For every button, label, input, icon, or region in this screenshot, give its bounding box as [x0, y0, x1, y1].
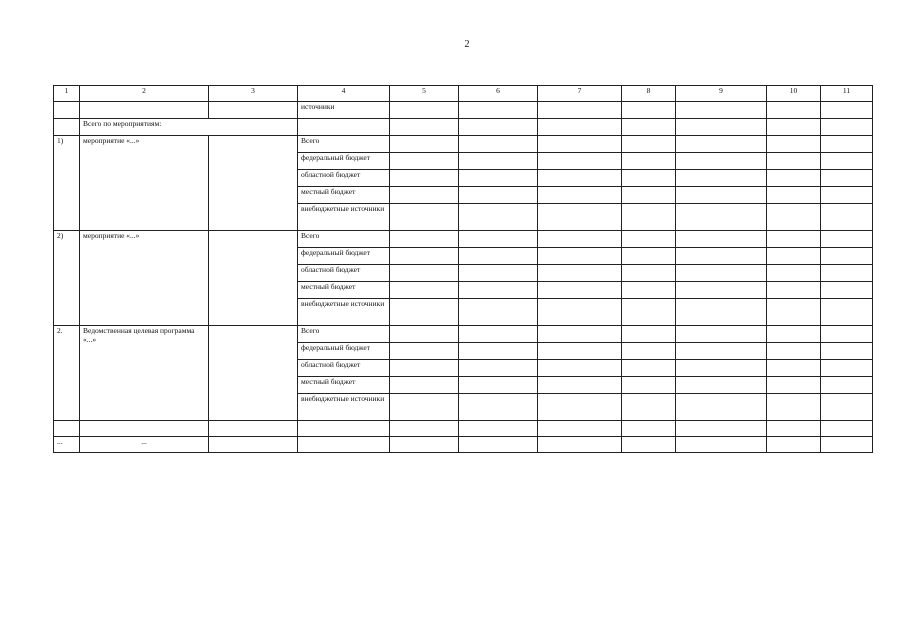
table-cell: [767, 119, 821, 136]
column-header: 11: [821, 86, 873, 102]
table-row: [54, 102, 873, 119]
source-cell: областной бюджет: [298, 170, 390, 187]
source-cell: Всего: [298, 326, 390, 343]
source-cell: областной бюджет: [298, 360, 390, 377]
ellipsis-cell: ...: [80, 437, 209, 453]
column-header: 3: [209, 86, 298, 102]
source-cell: областной бюджет: [298, 265, 390, 282]
total-label: Всего по мероприятиям:: [80, 119, 298, 136]
table-cell: [390, 102, 459, 119]
table-cell: [459, 119, 538, 136]
source-cell: федеральный бюджет: [298, 248, 390, 265]
source-cell: местный бюджет: [298, 282, 390, 299]
table-cell: [80, 102, 209, 119]
total-row: [54, 119, 873, 136]
source-cell: местный бюджет: [298, 377, 390, 394]
source-cell: федеральный бюджет: [298, 153, 390, 170]
measure-name: мероприятие «...»: [80, 231, 209, 326]
row-number: 2.: [54, 326, 80, 421]
table-cell: [821, 102, 873, 119]
source-cell: источники: [298, 102, 390, 119]
column-header: 2: [80, 86, 209, 102]
column-header: 7: [538, 86, 622, 102]
table-cell: [209, 231, 298, 326]
table-cell: [676, 119, 767, 136]
column-header: 6: [459, 86, 538, 102]
source-cell: Всего: [298, 136, 390, 153]
ellipsis-cell: ...: [54, 437, 80, 453]
table-cell: [622, 119, 676, 136]
table-cell: [209, 102, 298, 119]
table-row: [54, 231, 873, 248]
table-row: [54, 437, 873, 453]
table-cell: [298, 119, 390, 136]
source-cell: местный бюджет: [298, 187, 390, 204]
table-cell: [622, 102, 676, 119]
table-cell: [538, 102, 622, 119]
page-number: 2: [464, 39, 470, 50]
table-cell: [54, 102, 80, 119]
source-cell: федеральный бюджет: [298, 343, 390, 360]
budget-table: [53, 85, 873, 453]
table-cell: [821, 119, 873, 136]
table-cell: [676, 102, 767, 119]
column-header: 9: [676, 86, 767, 102]
source-cell: внебюджетные источники: [298, 299, 390, 326]
table-row: [54, 136, 873, 153]
row-number: 1): [54, 136, 80, 231]
table-cell: [209, 326, 298, 421]
table-cell: [54, 119, 80, 136]
source-cell: внебюджетные источники: [298, 394, 390, 421]
measure-name: мероприятие «...»: [80, 136, 209, 231]
table-cell: [390, 119, 459, 136]
table-row: [54, 326, 873, 343]
row-number: 2): [54, 231, 80, 326]
table-row: [54, 421, 873, 437]
table-cell: [209, 136, 298, 231]
column-header: 1: [54, 86, 80, 102]
table-cell: [538, 119, 622, 136]
table-cell: [459, 102, 538, 119]
source-cell: Всего: [298, 231, 390, 248]
column-header: 8: [622, 86, 676, 102]
source-cell: внебюджетные источники: [298, 204, 390, 231]
table-cell: [767, 102, 821, 119]
column-header: 4: [298, 86, 390, 102]
column-header: 5: [390, 86, 459, 102]
column-number-row: [54, 86, 873, 102]
column-header: 10: [767, 86, 821, 102]
program-name: Ведомственная целевая программа «...»: [80, 326, 209, 421]
